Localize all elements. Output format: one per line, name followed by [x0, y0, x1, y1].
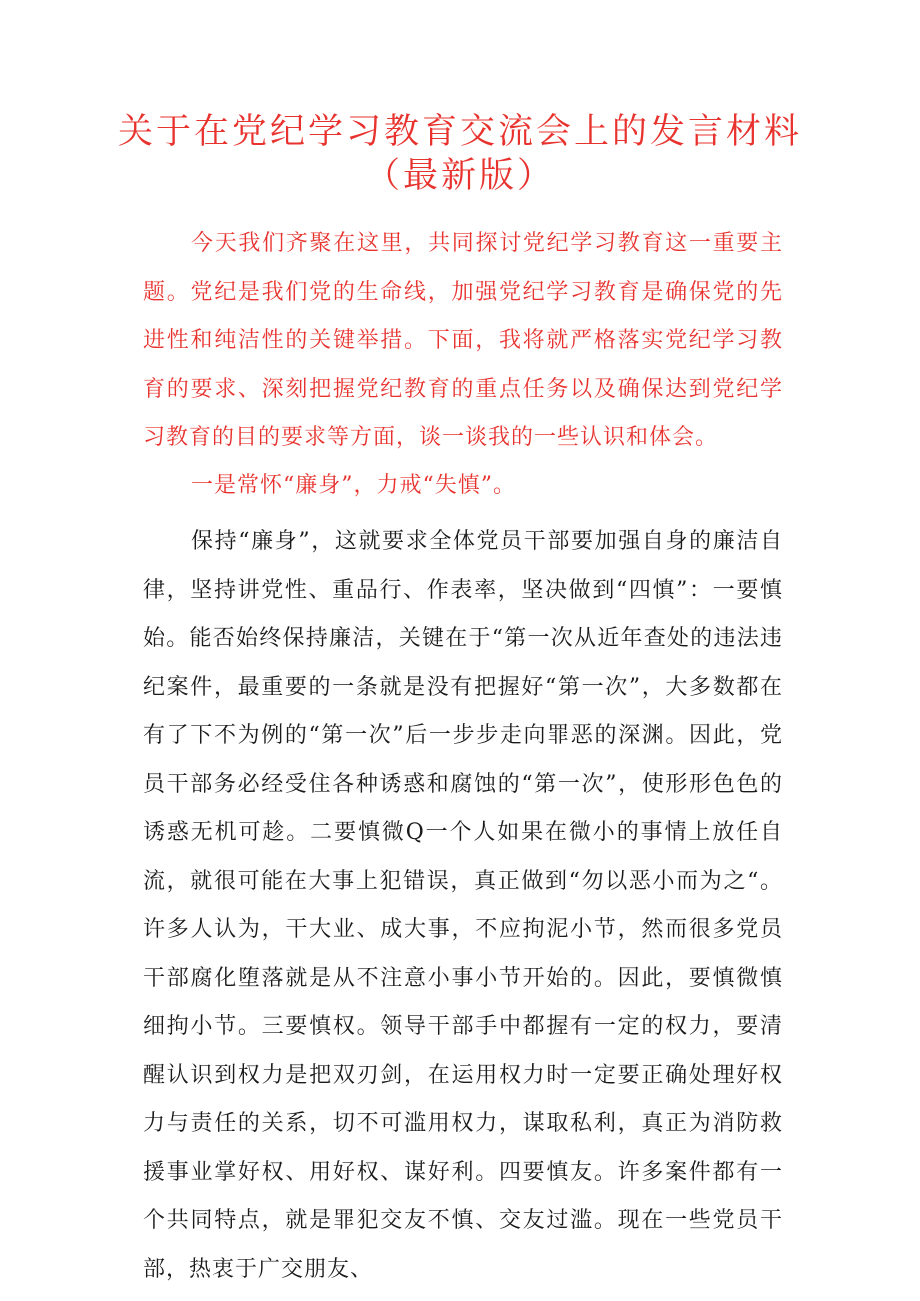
section-heading: 一是常怀“廉身”，力戒“失慎”。 [191, 473, 516, 498]
document-subtitle: （最新版） [364, 156, 555, 196]
section-body-paragraph: 保持“廉身”，这就要求全体党员干部要加强自身的廉洁自律，坚持讲党性、重品行、作表率，坚决做到“四慎”：一要慎始。能否始终保持廉洁，关键在于“第一次从近年查处的违法违纪案件，最重要的一条就是没有把握好“第一次”，大多数都在有了下不为例的“第一次”后一步步走向罪恶的深渊。因此，党员干部务必经受住各种诱惑和腐蚀的“第一次”，使形形色色的诱惑无机可趁。二要慎微Q一个人如果在微小的事情上放任自流，就很可能在大事上犯错误，真正做到“勿以恶小而为之“。许多人认为，干大业、成大事，不应拘泥小节，然而很多党员干部腐化堕落就是从不注意小事小节开始的。因此，要慎微慎细拘小节。三要慎权。领导干部手中都握有一定的权力，要清醒认识到权力是把双刃剑，在运用权力时一定要正确处理好权力与责任的关系，切不可滥用权力，谋取私利，真正为消防救援事业掌好权、用好权、谋好利。四要慎友。许多案件都有一个共同特点，就是罪犯交友不慎、交友过滥。现在一些党员干部，热衷于广交朋友、 [143, 529, 783, 1282]
intro-paragraph: 今天我们齐聚在这里，共同探讨党纪学习教育这一重要主题。党纪是我们党的生命线，加强党纪学习教育是确保党的先进性和纯洁性的关键举措。下面，我将就严格落实党纪学习教育的要求、深刻把握党纪教育的重点任务以及确保达到党纪学习教育的目的要求等方面，谈一谈我的一些认识和体会。 [143, 231, 783, 450]
document-title: 关于在党纪学习教育交流会上的发言材料 [117, 112, 802, 152]
